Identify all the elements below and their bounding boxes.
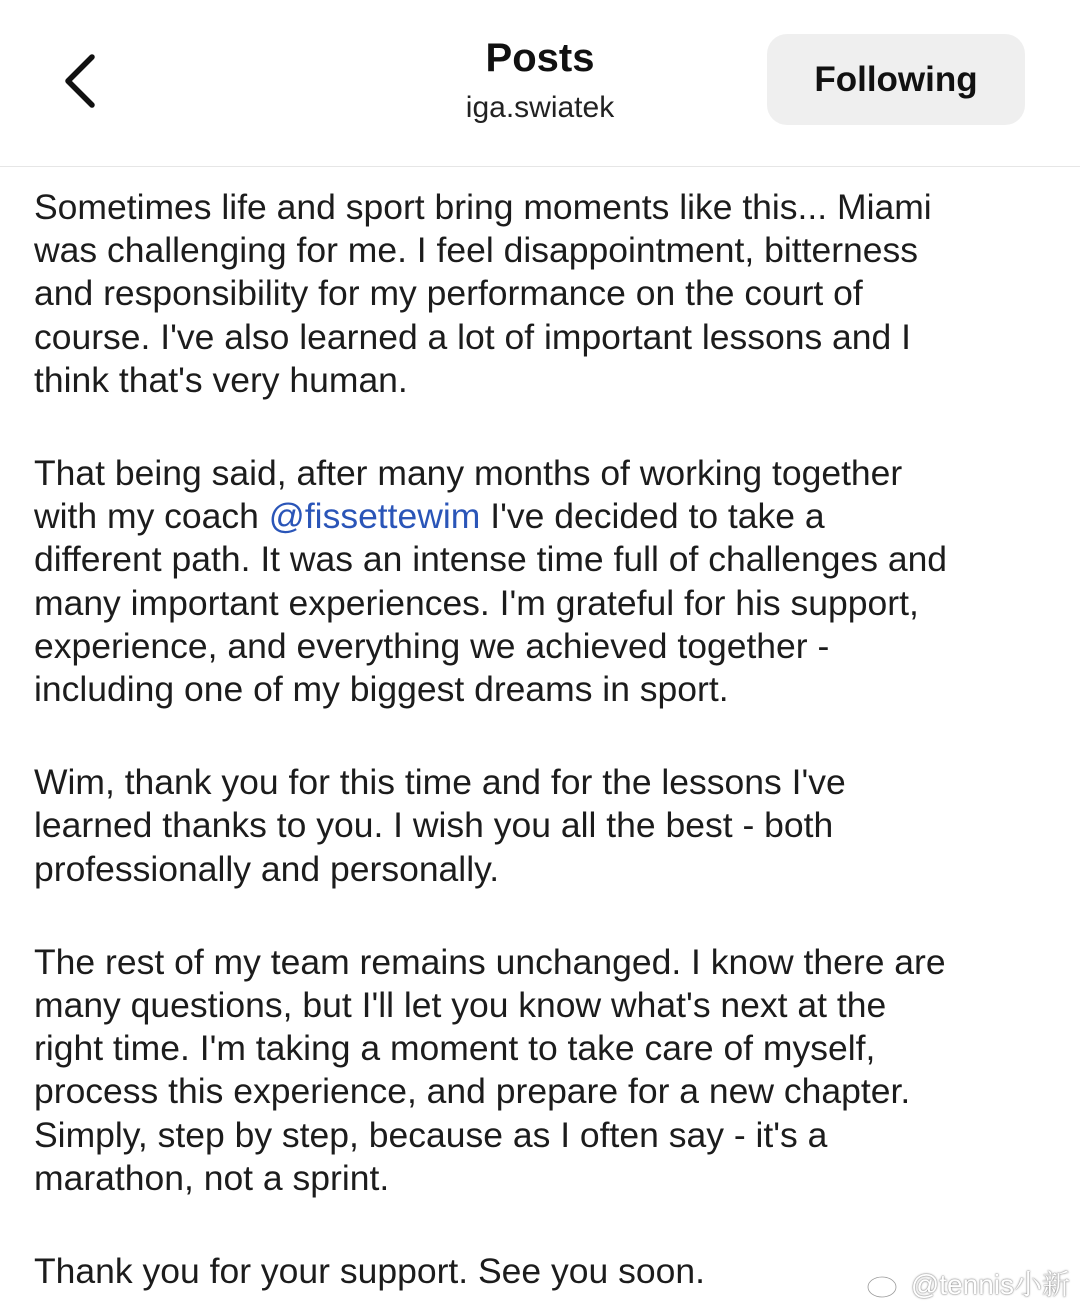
caption-text: I've decided to take a different path. It was an intense time full of challenges and many important experiences. I'm grateful for his support, experience, and everything we achieved together - including one of my biggest dreams in sport. (34, 496, 948, 710)
top-bar (0, 0, 1080, 167)
username-label[interactable]: iga.swiatek (465, 91, 615, 124)
caption-paragraph-5: Thank you for your support. See you soon. (34, 1251, 705, 1292)
post-caption (34, 186, 1054, 1293)
caption-text: That being said, after many months of working together with my coach (34, 453, 903, 537)
caption-paragraph-4: The rest of my team remains unchanged. I know there are many questions, but I'll let you know what's next at the right time. I'm taking a moment to take care of myself, process this experience, and prepare for a new chapter. Simply, step by step, because as I often say - it's a marathon, not a sprint. (34, 941, 946, 1198)
watermark-text: @tennis小新 (910, 1269, 1070, 1300)
caption-paragraph-2 (34, 452, 1054, 711)
caption-paragraph-3: Wim, thank you for this time and for the lessons I've learned thanks to you. I wish you all the best - both professionally and personally. (34, 762, 846, 889)
weibo-icon (865, 1267, 905, 1299)
watermark (865, 1263, 1070, 1303)
mention-link[interactable]: @fissettewim (268, 496, 481, 537)
following-button[interactable]: Following (767, 34, 1025, 125)
page-title: Posts (485, 36, 595, 80)
caption-paragraph-1: Sometimes life and sport bring moments like this... Miami was challenging for me. I feel disappointment, bitterness and responsibility for my performance on the court of course. I've also learned a lot of important lessons and I think that's very human. (34, 187, 932, 400)
